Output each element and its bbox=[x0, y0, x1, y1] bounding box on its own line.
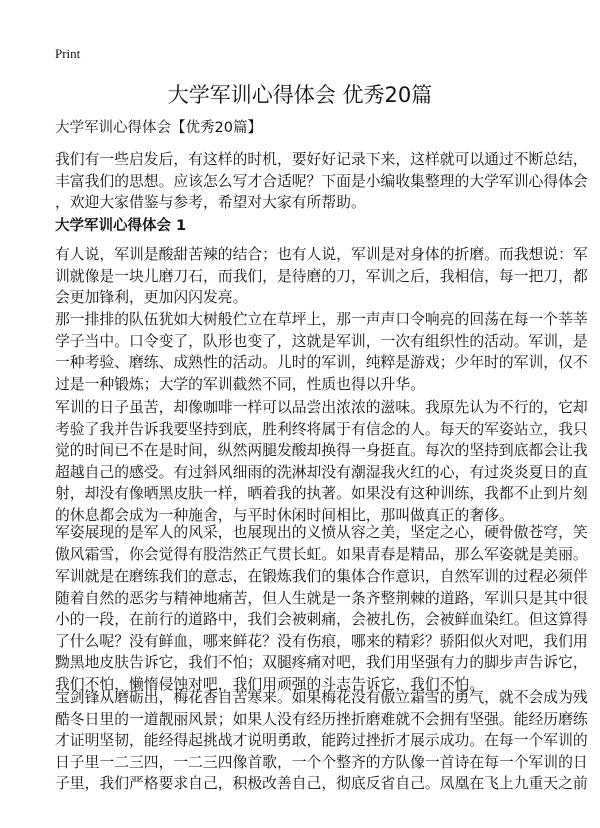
intro-paragraph bbox=[55, 149, 588, 214]
text-line: 训就像是一块儿磨刀石，而我们，是待磨的刀，军训之后，我相信，每一把刀，都 bbox=[55, 267, 588, 285]
subtitle: 大学军训心得体会【优秀20篇】 bbox=[55, 120, 262, 136]
text-line: 傲风霜雪，你会觉得有股浩然正气贯长虹。如果青春是精品，那么军姿就是美丽。 bbox=[55, 545, 588, 563]
text-line: 考验了我并告诉我要坚持到底，胜利终将属于有信念的人。每天的军姿站立，我只 bbox=[55, 420, 588, 438]
text-line: 军训的日子虽苦，却像咖啡一样可以品尝出浓浓的滋味。我原先认为不行的，它却 bbox=[55, 399, 588, 416]
text-line: 才证明坚韧，能经得起挑战才说明勇敢，能跨过挫折才展示成功。在每一个军训的 bbox=[55, 732, 588, 749]
text-line: 超越自己的感受。有过斜风细雨的洗淋却没有潮湿我火红的心，有过炎炎夏日的直 bbox=[55, 463, 588, 481]
text-line: 那一排排的队伍犹如大树般伫立在草坪上，那一声声口令响亮的回荡在每一个莘莘 bbox=[55, 311, 588, 328]
paragraph bbox=[55, 397, 588, 526]
paragraph bbox=[55, 566, 588, 695]
print-link[interactable]: Print bbox=[55, 46, 81, 61]
text-line: 一种考验、磨练、成熟性的活动。儿时的军训，纯粹是游戏；少年时的军训，仅不 bbox=[55, 354, 588, 371]
text-line: ，欢迎大家借鉴与参考，希望对大家有所帮助。 bbox=[55, 194, 366, 211]
section-heading: 大学军训心得体会 1 bbox=[55, 218, 187, 234]
text-line: 的休息都会成为一种施舍，与平时休闲时间相比，那叫做真正的奢侈。 bbox=[55, 506, 514, 524]
text-line: 日子里一二三四，一二三四像首歌，一个个整齐的方队像一首诗在每一个军训的日 bbox=[55, 753, 588, 771]
text-line: 随着自然的恶劣与精神地痛苦，但人生就是一条齐整荆棘的道路，军训只是其中很 bbox=[55, 589, 588, 607]
text-line: 小的一段，在前行的道路中，我们会被刺痛，会被扎伤，会被鲜血染红。但这算得 bbox=[55, 611, 588, 628]
text-line: 我们有一些启发后，有这样的时机，要好好记录下来，这样就可以通过不断总结， bbox=[55, 151, 588, 168]
text-line: 军训就是在磨练我们的意志，在锻炼我们的集体合作意识，自然军训的过程必须伴 bbox=[55, 568, 588, 585]
paragraph bbox=[55, 687, 588, 795]
text-line: 酷冬日里的一道靓丽风景；如果人没有经历挫折磨难就不会拥有坚强。能经历磨练 bbox=[55, 710, 588, 728]
paragraph bbox=[55, 522, 588, 565]
text-line: 我们不怕，懒惰侵蚀对吧，我们用顽强的斗志告诉它，我们不怕。 bbox=[55, 675, 485, 693]
page-title: 大学军训心得体会 优秀20篇 bbox=[167, 83, 433, 107]
text-line: 了什么呢？没有鲜血，哪来鲜花？没有伤痕，哪来的精彩？骄阳似火对吧，我们用 bbox=[55, 632, 588, 650]
text-line: 过是一种锻炼；大学的军训截然不同，性质也得以升华。 bbox=[55, 375, 425, 393]
text-line: 学子当中。口令变了，队形也变了，这就是军训，一次有组织性的活动。军训，是 bbox=[55, 332, 588, 350]
text-line: 射，却没有像晒黑皮肤一样，晒着我的执著。如果没有这种训练，我都不止到片刻 bbox=[55, 485, 588, 502]
text-line: 军姿展现的是军人的风采，也展现出的义愤从容之美，坚定之心，硬骨傲苍穹，笑 bbox=[55, 524, 588, 541]
text-line: 丰富我们的思想。应该怎么写才合适呢？下面是小编收集整理的大学军训心得体会 bbox=[55, 172, 588, 190]
text-line: 觉的时间已不在是时间，纵然两腿发酸却换得一身挺直。每次的坚持到底都会让我 bbox=[55, 442, 588, 459]
text-line: 有人说，军训是酸甜苦辣的结合；也有人说，军训是对身体的折磨。而我想说：军 bbox=[55, 246, 588, 263]
text-line: 子里，我们严格要求自己，积极改善自己，彻底反省自己。凤凰在飞上九重天之前 bbox=[55, 775, 588, 792]
text-line: 黝黑地皮肤告诉它，我们不怕；双腿疼痛对吧，我们用坚强有力的脚步声告诉它， bbox=[55, 654, 588, 671]
text-line: 会更加锋利，更加闪闪发亮。 bbox=[55, 289, 248, 306]
paragraph bbox=[55, 309, 588, 395]
text-line: 宝剑锋从磨砺出，梅花香自苦寒来。如果梅花没有傲立霜雪的勇气，就不会成为残 bbox=[55, 689, 588, 706]
paragraph bbox=[55, 244, 588, 309]
